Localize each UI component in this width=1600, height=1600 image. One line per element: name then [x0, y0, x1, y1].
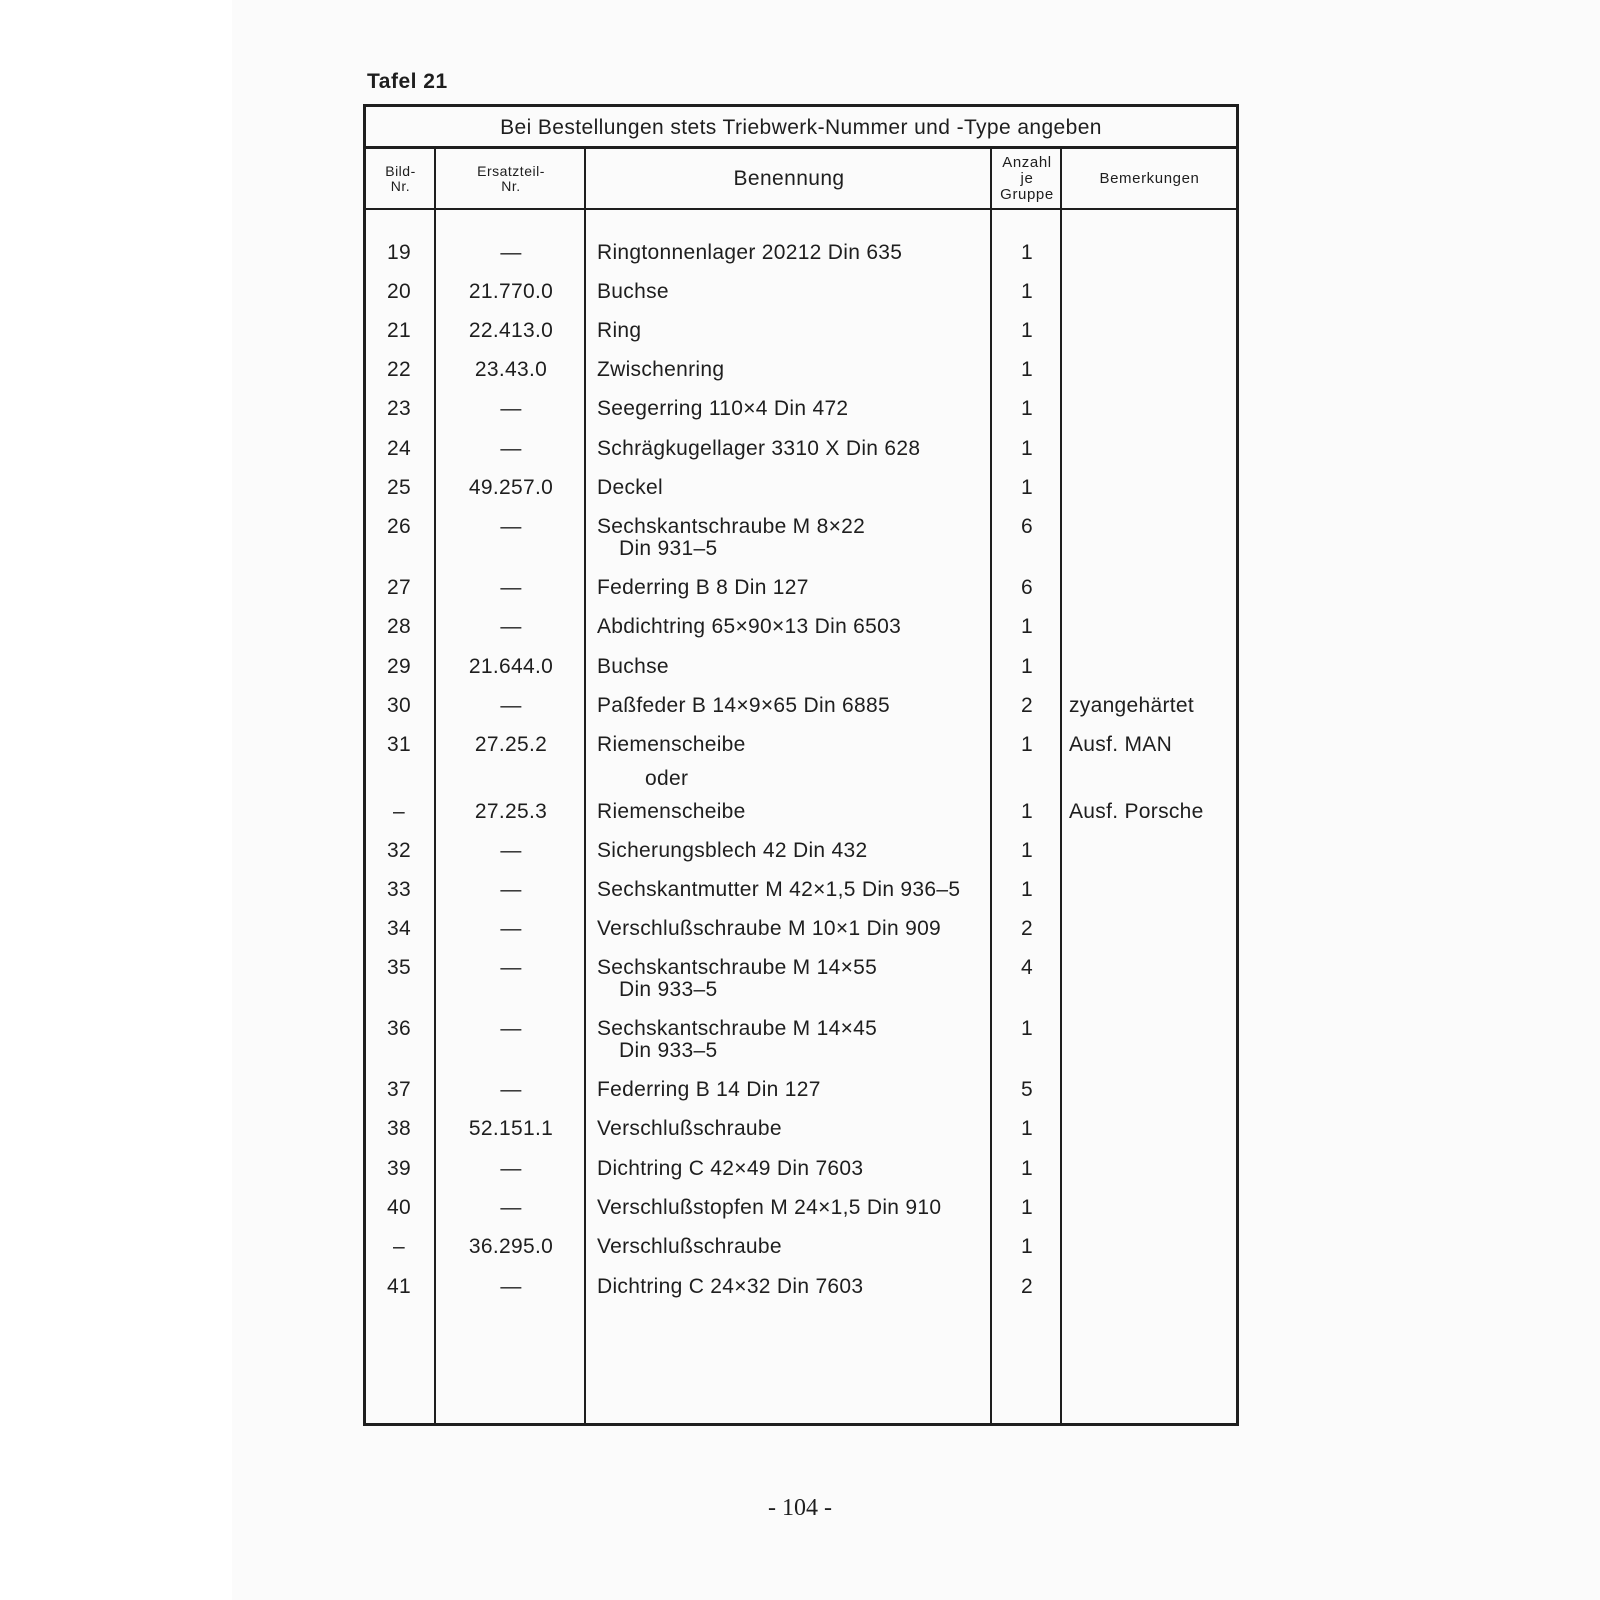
row-benennung-text: Federring B 8 Din 127 [597, 576, 809, 599]
row-benennung-text: Deckel [597, 476, 663, 499]
header-anzahl [993, 149, 1061, 209]
row-ersatzteil-nr: 27.25.3 [474, 800, 548, 823]
row-anzahl: 2 [1021, 917, 1033, 940]
row-bild-nr: 29 [387, 655, 411, 678]
row-benennung [597, 695, 890, 717]
row-bild-nr: 30 [387, 694, 411, 717]
row-bild-nr: 39 [387, 1157, 411, 1180]
row-bild-nr: 28 [387, 615, 411, 638]
row-benennung-continuation: Din 933–5 [619, 1039, 718, 1062]
row-bild-nr: 35 [387, 956, 411, 979]
row-benennung [597, 840, 867, 862]
row-benennung-text: Buchse [597, 655, 669, 678]
row-ersatzteil-nr: — [500, 1017, 522, 1040]
row-bild-nr: 40 [387, 1196, 411, 1219]
row-ersatzteil-nr: — [500, 878, 522, 901]
row-bild-nr: 26 [387, 515, 411, 538]
row-benennung-continuation: Din 931–5 [619, 537, 718, 560]
row-benennung [597, 320, 641, 342]
header-anzahl-line2: je [1020, 170, 1034, 187]
row-bild-nr: 31 [387, 733, 411, 756]
row-ersatzteil-nr: — [500, 576, 522, 599]
row-bild-nr: – [393, 1235, 405, 1258]
row-benennung-text: Riemenscheibe [597, 733, 746, 756]
row-ersatzteil-nr: — [500, 397, 522, 420]
column-divider-3 [990, 149, 992, 1423]
row-benennung-text: Sechskantschraube M 8×22 [597, 515, 866, 538]
row-benennung [597, 734, 746, 790]
row-benennung-text: Sechskantschraube M 14×55 [597, 956, 878, 979]
row-anzahl: 1 [1021, 615, 1033, 638]
row-benennung-text: Federring B 14 Din 127 [597, 1078, 821, 1101]
row-bild-nr: 32 [387, 839, 411, 862]
row-anzahl: 1 [1021, 1117, 1033, 1140]
row-benennung [597, 516, 865, 560]
row-ersatzteil-nr: 36.295.0 [468, 1235, 554, 1258]
row-anzahl: 1 [1021, 655, 1033, 678]
row-bild-nr: 20 [387, 280, 411, 303]
row-benennung [597, 1079, 821, 1101]
row-bild-nr: 25 [387, 476, 411, 499]
row-benennung-text: Sechskantschraube M 14×45 [597, 1017, 878, 1040]
row-benennung [597, 477, 663, 499]
header-bild-line1: Bild- [385, 163, 416, 179]
row-benennung [597, 577, 809, 599]
row-benennung-text: Riemenscheibe [597, 800, 746, 823]
row-bild-nr: 19 [387, 241, 411, 264]
row-bild-nr: 38 [387, 1117, 411, 1140]
row-benennung-text: Verschlußschraube M 10×1 Din 909 [597, 917, 942, 940]
header-divider [366, 208, 1236, 210]
row-benennung [597, 616, 901, 638]
row-benennung-text: Schrägkugellager 3310 X Din 628 [597, 437, 921, 460]
row-benennung [597, 1197, 941, 1219]
row-anzahl: 6 [1021, 515, 1033, 538]
page-number: - 104 - [768, 1495, 832, 1521]
row-anzahl: 1 [1021, 1017, 1033, 1040]
row-anzahl: 1 [1021, 878, 1033, 901]
row-ersatzteil-nr: 27.25.2 [474, 733, 548, 756]
row-benennung [597, 656, 669, 678]
plate-title: Tafel 21 [367, 70, 448, 93]
row-ersatzteil-nr: — [500, 1078, 522, 1101]
row-ersatzteil-nr: 49.257.0 [468, 476, 554, 499]
header-ersatzteil-line1: Ersatzteil- [477, 163, 545, 179]
row-benennung [597, 1276, 863, 1298]
row-benennung-text: Seegerring 110×4 Din 472 [597, 397, 849, 420]
row-benennung-text: Dichtring C 42×49 Din 7603 [597, 1157, 864, 1180]
row-anzahl: 1 [1021, 358, 1033, 381]
row-bemerkung: Ausf. Porsche [1069, 800, 1204, 823]
row-ersatzteil-nr: — [500, 241, 522, 264]
header-ersatzteil-nr [437, 149, 585, 209]
row-bild-nr: 36 [387, 1017, 411, 1040]
row-anzahl: 1 [1021, 1157, 1033, 1180]
row-ersatzteil-nr: — [500, 515, 522, 538]
header-anzahl-line1: Anzahl [1002, 154, 1052, 171]
row-anzahl: 1 [1021, 280, 1033, 303]
row-benennung-continuation: Din 933–5 [619, 978, 718, 1001]
row-ersatzteil-nr: — [500, 1275, 522, 1298]
row-anzahl: 2 [1021, 694, 1033, 717]
row-benennung-text: Dichtring C 24×32 Din 7603 [597, 1275, 864, 1298]
row-anzahl: 1 [1021, 839, 1033, 862]
row-anzahl: 1 [1021, 1196, 1033, 1219]
row-bild-nr: – [393, 800, 405, 823]
row-anzahl: 6 [1021, 576, 1033, 599]
row-ersatzteil-nr: 52.151.1 [468, 1117, 554, 1140]
row-benennung [597, 1118, 782, 1140]
row-benennung [597, 1236, 782, 1258]
row-ersatzteil-nr: — [500, 437, 522, 460]
header-benennung: Benennung [733, 167, 845, 190]
row-ersatzteil-nr: 21.644.0 [468, 655, 554, 678]
row-benennung [597, 398, 848, 420]
row-bild-nr: 24 [387, 437, 411, 460]
row-anzahl: 1 [1021, 1235, 1033, 1258]
row-benennung [597, 281, 669, 303]
row-ersatzteil-nr: — [500, 615, 522, 638]
row-anzahl: 2 [1021, 1275, 1033, 1298]
row-benennung-text: Verschlußschraube [597, 1117, 782, 1140]
row-bild-nr: 22 [387, 358, 411, 381]
row-benennung-text: Verschlußstopfen M 24×1,5 Din 910 [597, 1196, 942, 1219]
row-bemerkung: zyangehärtet [1069, 694, 1195, 717]
row-anzahl: 1 [1021, 319, 1033, 342]
row-benennung-text: Sicherungsblech 42 Din 432 [597, 839, 868, 862]
row-ersatzteil-nr: — [500, 956, 522, 979]
header-bild-line2: Nr. [390, 178, 411, 194]
header-bemerkungen: Bemerkungen [1099, 170, 1200, 187]
row-benennung-text: Buchse [597, 280, 669, 303]
row-alternative-oder: oder [645, 767, 689, 790]
row-anzahl: 1 [1021, 437, 1033, 460]
row-anzahl: 5 [1021, 1078, 1033, 1101]
row-benennung [597, 879, 960, 901]
row-benennung [597, 359, 724, 381]
row-ersatzteil-nr: 21.770.0 [468, 280, 554, 303]
row-anzahl: 1 [1021, 397, 1033, 420]
row-benennung [597, 801, 746, 823]
row-ersatzteil-nr: — [500, 1157, 522, 1180]
row-benennung-text: Sechskantmutter M 42×1,5 Din 936–5 [597, 878, 961, 901]
row-benennung [597, 1158, 863, 1180]
row-ersatzteil-nr: — [500, 839, 522, 862]
row-bild-nr: 33 [387, 878, 411, 901]
row-bemerkung: Ausf. MAN [1069, 733, 1173, 756]
column-divider-1 [434, 149, 436, 1423]
row-bild-nr: 41 [387, 1275, 411, 1298]
row-anzahl: 1 [1021, 800, 1033, 823]
row-anzahl: 4 [1021, 956, 1033, 979]
row-benennung [597, 1018, 877, 1062]
row-benennung [597, 918, 941, 940]
row-anzahl: 1 [1021, 241, 1033, 264]
row-bild-nr: 27 [387, 576, 411, 599]
row-benennung [597, 957, 877, 1001]
row-benennung [597, 242, 902, 264]
order-notice: Bei Bestellungen stets Triebwerk-Nummer und -Type angeben [366, 107, 1236, 149]
row-bild-nr: 34 [387, 917, 411, 940]
row-anzahl: 1 [1021, 733, 1033, 756]
row-benennung-text: Verschlußschraube [597, 1235, 782, 1258]
row-bild-nr: 23 [387, 397, 411, 420]
row-bild-nr: 21 [387, 319, 411, 342]
row-benennung-text: Ring [597, 319, 642, 342]
row-benennung-text: Zwischenring [597, 358, 725, 381]
row-ersatzteil-nr: 23.43.0 [474, 358, 548, 381]
parts-table [363, 104, 1239, 1426]
row-bild-nr: 37 [387, 1078, 411, 1101]
row-benennung-text: Abdichtring 65×90×13 Din 6503 [597, 615, 902, 638]
row-ersatzteil-nr: — [500, 1196, 522, 1219]
row-benennung [597, 438, 920, 460]
row-benennung-text: Ringtonnenlager 20212 Din 635 [597, 241, 903, 264]
row-ersatzteil-nr: — [500, 694, 522, 717]
row-ersatzteil-nr: — [500, 917, 522, 940]
row-benennung-text: Paßfeder B 14×9×65 Din 6885 [597, 694, 890, 717]
header-ersatzteil-line2: Nr. [501, 178, 521, 194]
header-bild-nr [366, 149, 435, 209]
header-anzahl-line3: Gruppe [1000, 186, 1054, 203]
row-anzahl: 1 [1021, 476, 1033, 499]
row-ersatzteil-nr: 22.413.0 [468, 319, 554, 342]
